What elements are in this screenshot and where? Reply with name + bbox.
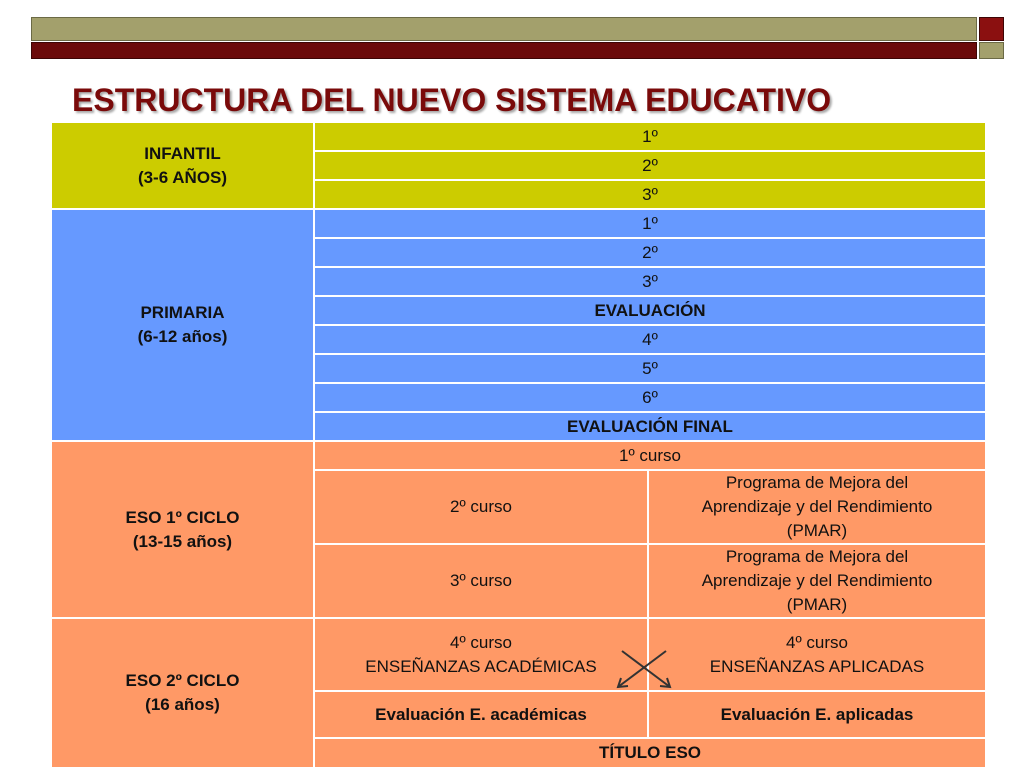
pmar-line-1: Programa de Mejora del: [725, 473, 909, 492]
stage-eso2-ages: (16 años): [145, 695, 220, 714]
stage-primaria-ages: (6-12 años): [137, 327, 228, 346]
pmar-line-2: Aprendizaje y del Rendimiento: [701, 497, 933, 516]
aplicadas-label: ENSEÑANZAS APLICADAS: [709, 656, 925, 676]
eso1-pmar-2: [648, 470, 986, 544]
infantil-row-3: 3º: [314, 180, 986, 209]
eso1-curso-2: 2º curso: [314, 470, 648, 544]
stage-eso2: [51, 618, 314, 768]
pmar-line-1: Programa de Mejora del: [725, 547, 909, 566]
primaria-evaluacion: EVALUACIÓN: [314, 296, 986, 325]
eso2-aplicadas: [648, 618, 986, 691]
primaria-row-5: 5º: [314, 354, 986, 383]
stage-eso1: [51, 441, 314, 618]
academicas-curso: 4º curso: [450, 632, 512, 652]
header-square-red: [979, 17, 1004, 41]
academicas-label: ENSEÑANZAS ACADÉMICAS: [365, 656, 597, 676]
eso1-curso-3: 3º curso: [314, 544, 648, 618]
eso2-academicas: [314, 618, 648, 691]
primaria-row-3: 3º: [314, 267, 986, 296]
primaria-row-6: 6º: [314, 383, 986, 412]
aplicadas-curso: 4º curso: [786, 632, 848, 652]
titulo-eso: TÍTULO ESO: [314, 738, 986, 768]
eso1-pmar-3: [648, 544, 986, 618]
header-bar-bottom: [31, 42, 977, 59]
primaria-row-1: 1º: [314, 209, 986, 238]
eso1-curso-1: 1º curso: [314, 441, 986, 470]
primaria-row-4: 4º: [314, 325, 986, 354]
infantil-row-2: 2º: [314, 151, 986, 180]
education-structure-table: [50, 121, 987, 769]
pmar-line-2: Aprendizaje y del Rendimiento: [701, 571, 933, 590]
evaluacion-aplicadas: Evaluación E. aplicadas: [648, 691, 986, 738]
stage-primaria-name: PRIMARIA: [140, 303, 225, 322]
header-square-olive: [979, 42, 1004, 59]
infantil-row-1: 1º: [314, 122, 986, 151]
stage-primaria: [51, 209, 314, 441]
stage-eso1-name: ESO 1º CICLO: [125, 507, 240, 527]
primaria-row-2: 2º: [314, 238, 986, 267]
stage-eso2-name: ESO 2º CICLO: [125, 671, 240, 690]
pmar-line-3: (PMAR): [786, 521, 848, 540]
stage-infantil: [51, 122, 314, 209]
crossover-arrows-icon: [612, 645, 676, 693]
page-title: ESTRUCTURA DEL NUEVO SISTEMA EDUCATIVO: [72, 82, 832, 118]
primaria-evaluacion-final: EVALUACIÓN FINAL: [314, 412, 986, 441]
header-bar-top: [31, 17, 977, 41]
evaluacion-academicas: Evaluación E. académicas: [314, 691, 648, 738]
pmar-line-3: (PMAR): [786, 595, 848, 614]
stage-infantil-ages: (3-6 AÑOS): [137, 167, 228, 187]
stage-eso1-ages: (13-15 años): [132, 531, 233, 551]
stage-infantil-name: INFANTIL: [144, 143, 221, 163]
